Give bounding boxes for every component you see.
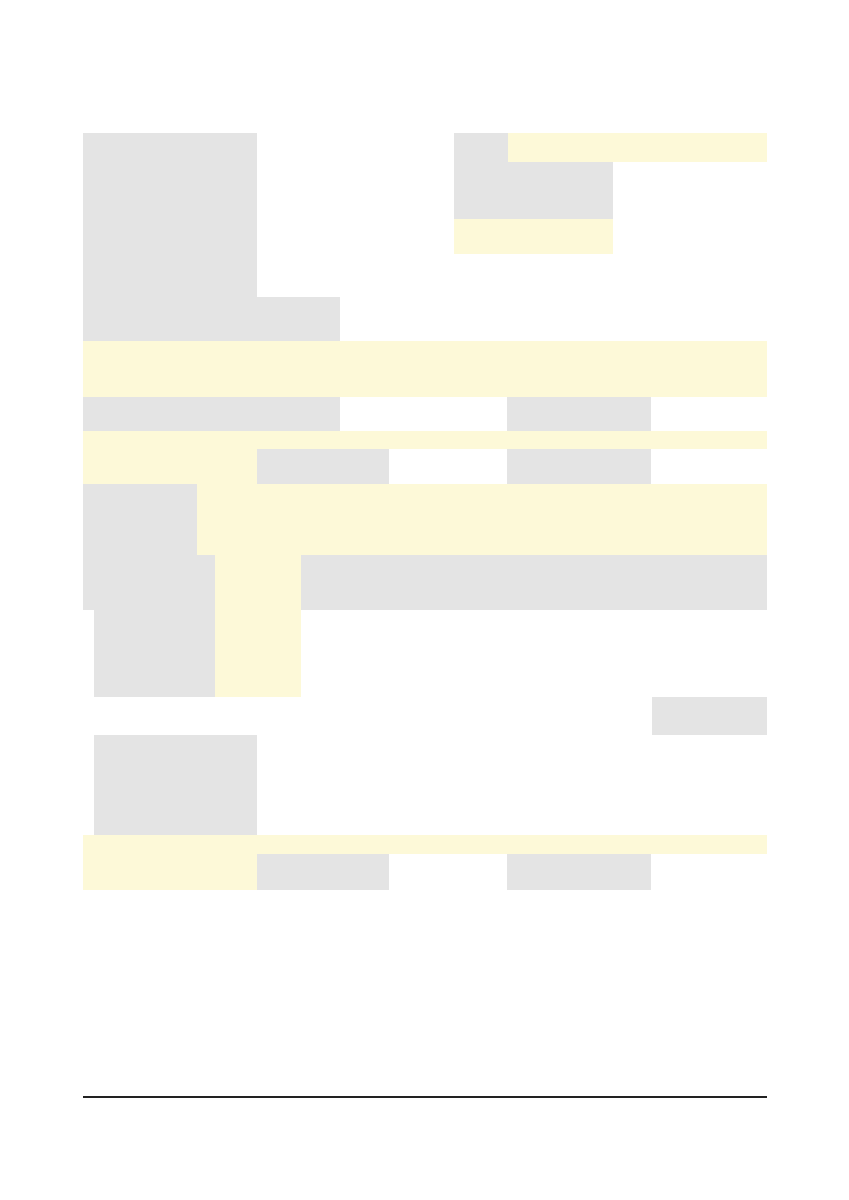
contact-pos-value xyxy=(651,835,767,854)
stage-3-label xyxy=(296,537,340,555)
pi-mobile-value xyxy=(651,449,767,466)
contact-natid-label xyxy=(507,872,651,890)
contact-name-value xyxy=(389,835,507,854)
local-cash-label xyxy=(394,592,440,610)
agency-label xyxy=(83,162,257,190)
pi-label xyxy=(83,431,257,484)
rank1-percent xyxy=(389,254,416,297)
umbrella-id-value xyxy=(613,190,767,219)
contact-pos-label xyxy=(507,835,651,854)
period-total-value xyxy=(340,484,767,501)
budget-row-gov-cash xyxy=(215,662,301,679)
budget-other-label xyxy=(394,555,575,573)
umbrella-name-label xyxy=(83,297,257,341)
budget-inst-label xyxy=(301,555,394,592)
pi-email-value xyxy=(389,466,507,484)
inst-cash-label xyxy=(301,592,347,610)
agency-value xyxy=(257,162,454,190)
ministry-label xyxy=(83,133,257,162)
pi-name-value xyxy=(389,431,507,449)
stage-3-value xyxy=(340,537,767,555)
footer-rule xyxy=(83,1096,767,1098)
addr-label xyxy=(257,414,340,431)
pi-name-label xyxy=(257,431,389,449)
host-name-label xyxy=(257,397,340,414)
rank1-code xyxy=(257,254,389,297)
period-stage-label xyxy=(197,501,296,555)
contact-name-label xyxy=(257,835,389,854)
program-group-label xyxy=(454,133,508,190)
security-label xyxy=(613,101,767,117)
corpreg-value xyxy=(651,414,767,431)
pi-office-value xyxy=(389,449,507,466)
announcement-label xyxy=(83,190,257,254)
contact-mobile-label xyxy=(507,854,651,872)
inst-kind-label xyxy=(347,592,394,610)
stage-2-value xyxy=(340,519,767,537)
budget-row-label xyxy=(94,627,215,644)
partners-col-note xyxy=(652,697,767,716)
pi-pos-value xyxy=(651,431,767,449)
contact-office-label xyxy=(299,854,389,872)
bizreg-label xyxy=(507,397,651,414)
umbrella-en-label xyxy=(257,319,340,341)
project-no-label xyxy=(454,219,613,254)
stage-1-value xyxy=(340,501,767,519)
partner-group-joint xyxy=(94,735,257,768)
budget-row-gov-cash xyxy=(215,627,301,644)
budget-row-label xyxy=(94,644,215,662)
stage-2-label xyxy=(296,519,340,537)
pi-natid-label xyxy=(507,466,651,484)
project-en-label xyxy=(257,361,340,397)
rank2-percent xyxy=(555,254,583,297)
budget-row-label xyxy=(94,679,215,697)
budget-row-label xyxy=(94,610,215,627)
sum-total-label xyxy=(662,592,705,610)
subprogram-value xyxy=(613,162,767,190)
partners-col-name xyxy=(257,697,340,735)
budget-row-gov-cash xyxy=(215,679,301,697)
contact-office-value xyxy=(389,854,507,872)
partners-col-role xyxy=(652,716,700,735)
local-kind-label xyxy=(440,592,485,610)
tech-class-label xyxy=(83,254,132,297)
umbrella-id-label xyxy=(454,190,613,219)
partners-col-type xyxy=(700,716,767,735)
budget-row-gov-cash xyxy=(215,610,301,627)
contact-natid-value xyxy=(651,872,767,890)
contact-email-value xyxy=(389,872,507,890)
contact-email-label xyxy=(299,872,389,890)
rank3-code xyxy=(583,254,738,297)
tech-class-sublabel xyxy=(132,254,257,297)
partners-col-email xyxy=(567,697,652,735)
budget-row-label xyxy=(94,662,215,679)
page-title xyxy=(83,101,613,133)
host-org-label xyxy=(83,397,257,431)
pi-email-label xyxy=(299,466,389,484)
budget-extra-label xyxy=(705,555,767,610)
gov-cash-label xyxy=(215,592,301,610)
partners-label xyxy=(83,697,257,735)
contact-label xyxy=(83,835,257,890)
contact-contact-label xyxy=(257,854,299,890)
pi-contact-label xyxy=(257,449,299,484)
project-no-value xyxy=(613,219,767,254)
pi-mobile-label xyxy=(507,449,651,466)
bizreg-value xyxy=(651,397,767,414)
etc-kind-label xyxy=(530,592,575,610)
security-value xyxy=(613,117,767,133)
partners-col-mobile xyxy=(503,697,567,735)
stage-1-label xyxy=(296,501,340,519)
sum-kind-label xyxy=(619,592,662,610)
rank2-code xyxy=(416,254,555,297)
partner-group-consign xyxy=(94,768,257,802)
budget-sum-label xyxy=(575,555,705,592)
umbrella-kr-value xyxy=(340,297,767,319)
project-kr-value xyxy=(340,341,767,361)
announcement-value xyxy=(257,190,454,254)
rank3-percent xyxy=(738,254,767,297)
budget-etc-label xyxy=(485,573,575,592)
umbrella-kr-label xyxy=(257,297,340,319)
budget-gov-label xyxy=(215,555,301,592)
budget-local-label xyxy=(394,573,485,592)
corpreg-label xyxy=(507,414,651,431)
program-label xyxy=(508,133,613,162)
budget-label xyxy=(83,555,215,610)
pi-natid-value xyxy=(651,466,767,484)
project-kr-label xyxy=(257,341,340,361)
subprogram-label xyxy=(508,162,613,190)
host-name-value xyxy=(340,397,507,414)
sum-cash-label xyxy=(575,592,619,610)
umbrella-en-value xyxy=(340,319,767,341)
partners-col-lead xyxy=(340,697,433,735)
etc-cash-label xyxy=(485,592,530,610)
contact-mobile-value xyxy=(651,854,767,872)
project-en-value xyxy=(340,361,767,397)
period-total-label xyxy=(197,484,340,501)
partners-col-pos xyxy=(433,697,503,735)
ministry-value xyxy=(257,133,454,162)
budget-row-gov-cash xyxy=(215,644,301,662)
period-label xyxy=(83,484,197,555)
pi-pos-label xyxy=(507,431,651,449)
pi-office-label xyxy=(299,449,389,466)
program-value xyxy=(613,133,767,162)
partner-group-other xyxy=(94,802,257,835)
addr-value xyxy=(340,414,507,431)
project-name-label xyxy=(83,341,257,397)
